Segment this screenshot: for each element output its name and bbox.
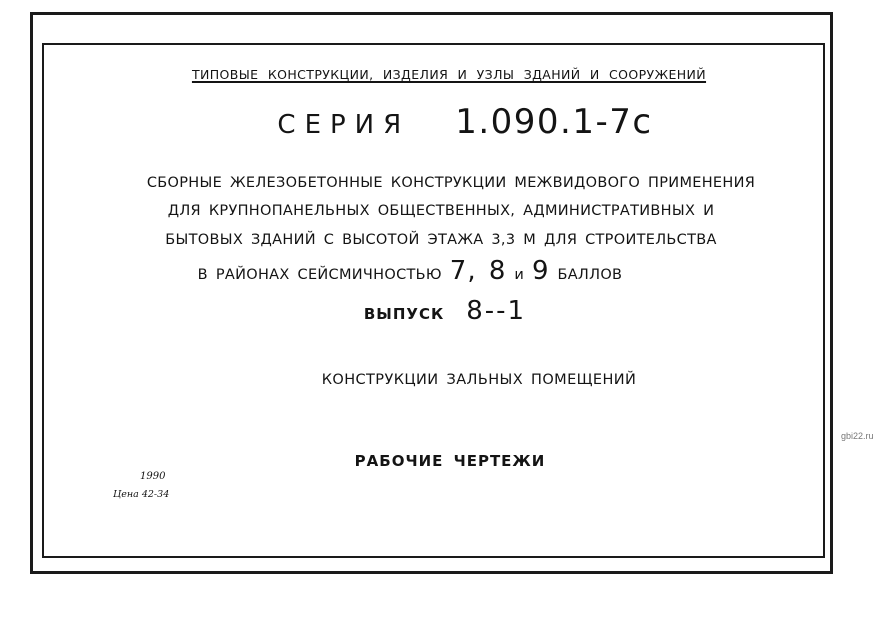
issue-label: ВЫПУСК (363, 305, 445, 323)
watermark: gbi22.ru (841, 431, 874, 441)
issue-number: 8--1 (466, 296, 527, 326)
series-label: СЕРИЯ (277, 110, 411, 140)
seismic-suffix: БАЛЛОВ (557, 267, 623, 283)
description-line-4 (130, 258, 690, 284)
seismic-and: и (514, 267, 525, 283)
seismic-prefix: В РАЙОНАХ СЕЙСМИЧНОСТЬЮ (197, 267, 442, 283)
header-title: ТИПОВЫЕ КОНСТРУКЦИИ, ИЗДЕЛИЯ И УЗЛЫ ЗДАНИЙ И СООРУЖЕНИЙ (191, 67, 707, 82)
seismic-values: 7, 8 (449, 256, 507, 286)
description-line-1: СБОРНЫЕ ЖЕЛЕЗОБЕТОННЫЕ КОНСТРУКЦИИ МЕЖВИДОВОГО ПРИМЕНЕНИЯ (146, 175, 756, 191)
seismic-value-last: 9 (532, 256, 550, 286)
price-note: Цена 42-34 (113, 489, 170, 500)
subtitle: КОНСТРУКЦИИ ЗАЛЬНЫХ ПОМЕЩЕНИЙ (321, 372, 637, 388)
year-note: 1990 (140, 471, 166, 482)
drawings-label: РАБОЧИЕ ЧЕРТЕЖИ (354, 452, 546, 470)
description-line-3: БЫТОВЫХ ЗДАНИЙ С ВЫСОТОЙ ЭТАЖА 3,3 М ДЛЯ СТРОИТЕЛЬСТВА (165, 232, 717, 248)
description-line-2: ДЛЯ КРУПНОПАНЕЛЬНЫХ ОБЩЕСТВЕННЫХ, АДМИНИСТРАТИВНЫХ И (167, 203, 715, 219)
series-title (270, 102, 660, 142)
issue-title (330, 298, 560, 324)
series-code: 1.090.1-7с (455, 102, 653, 142)
